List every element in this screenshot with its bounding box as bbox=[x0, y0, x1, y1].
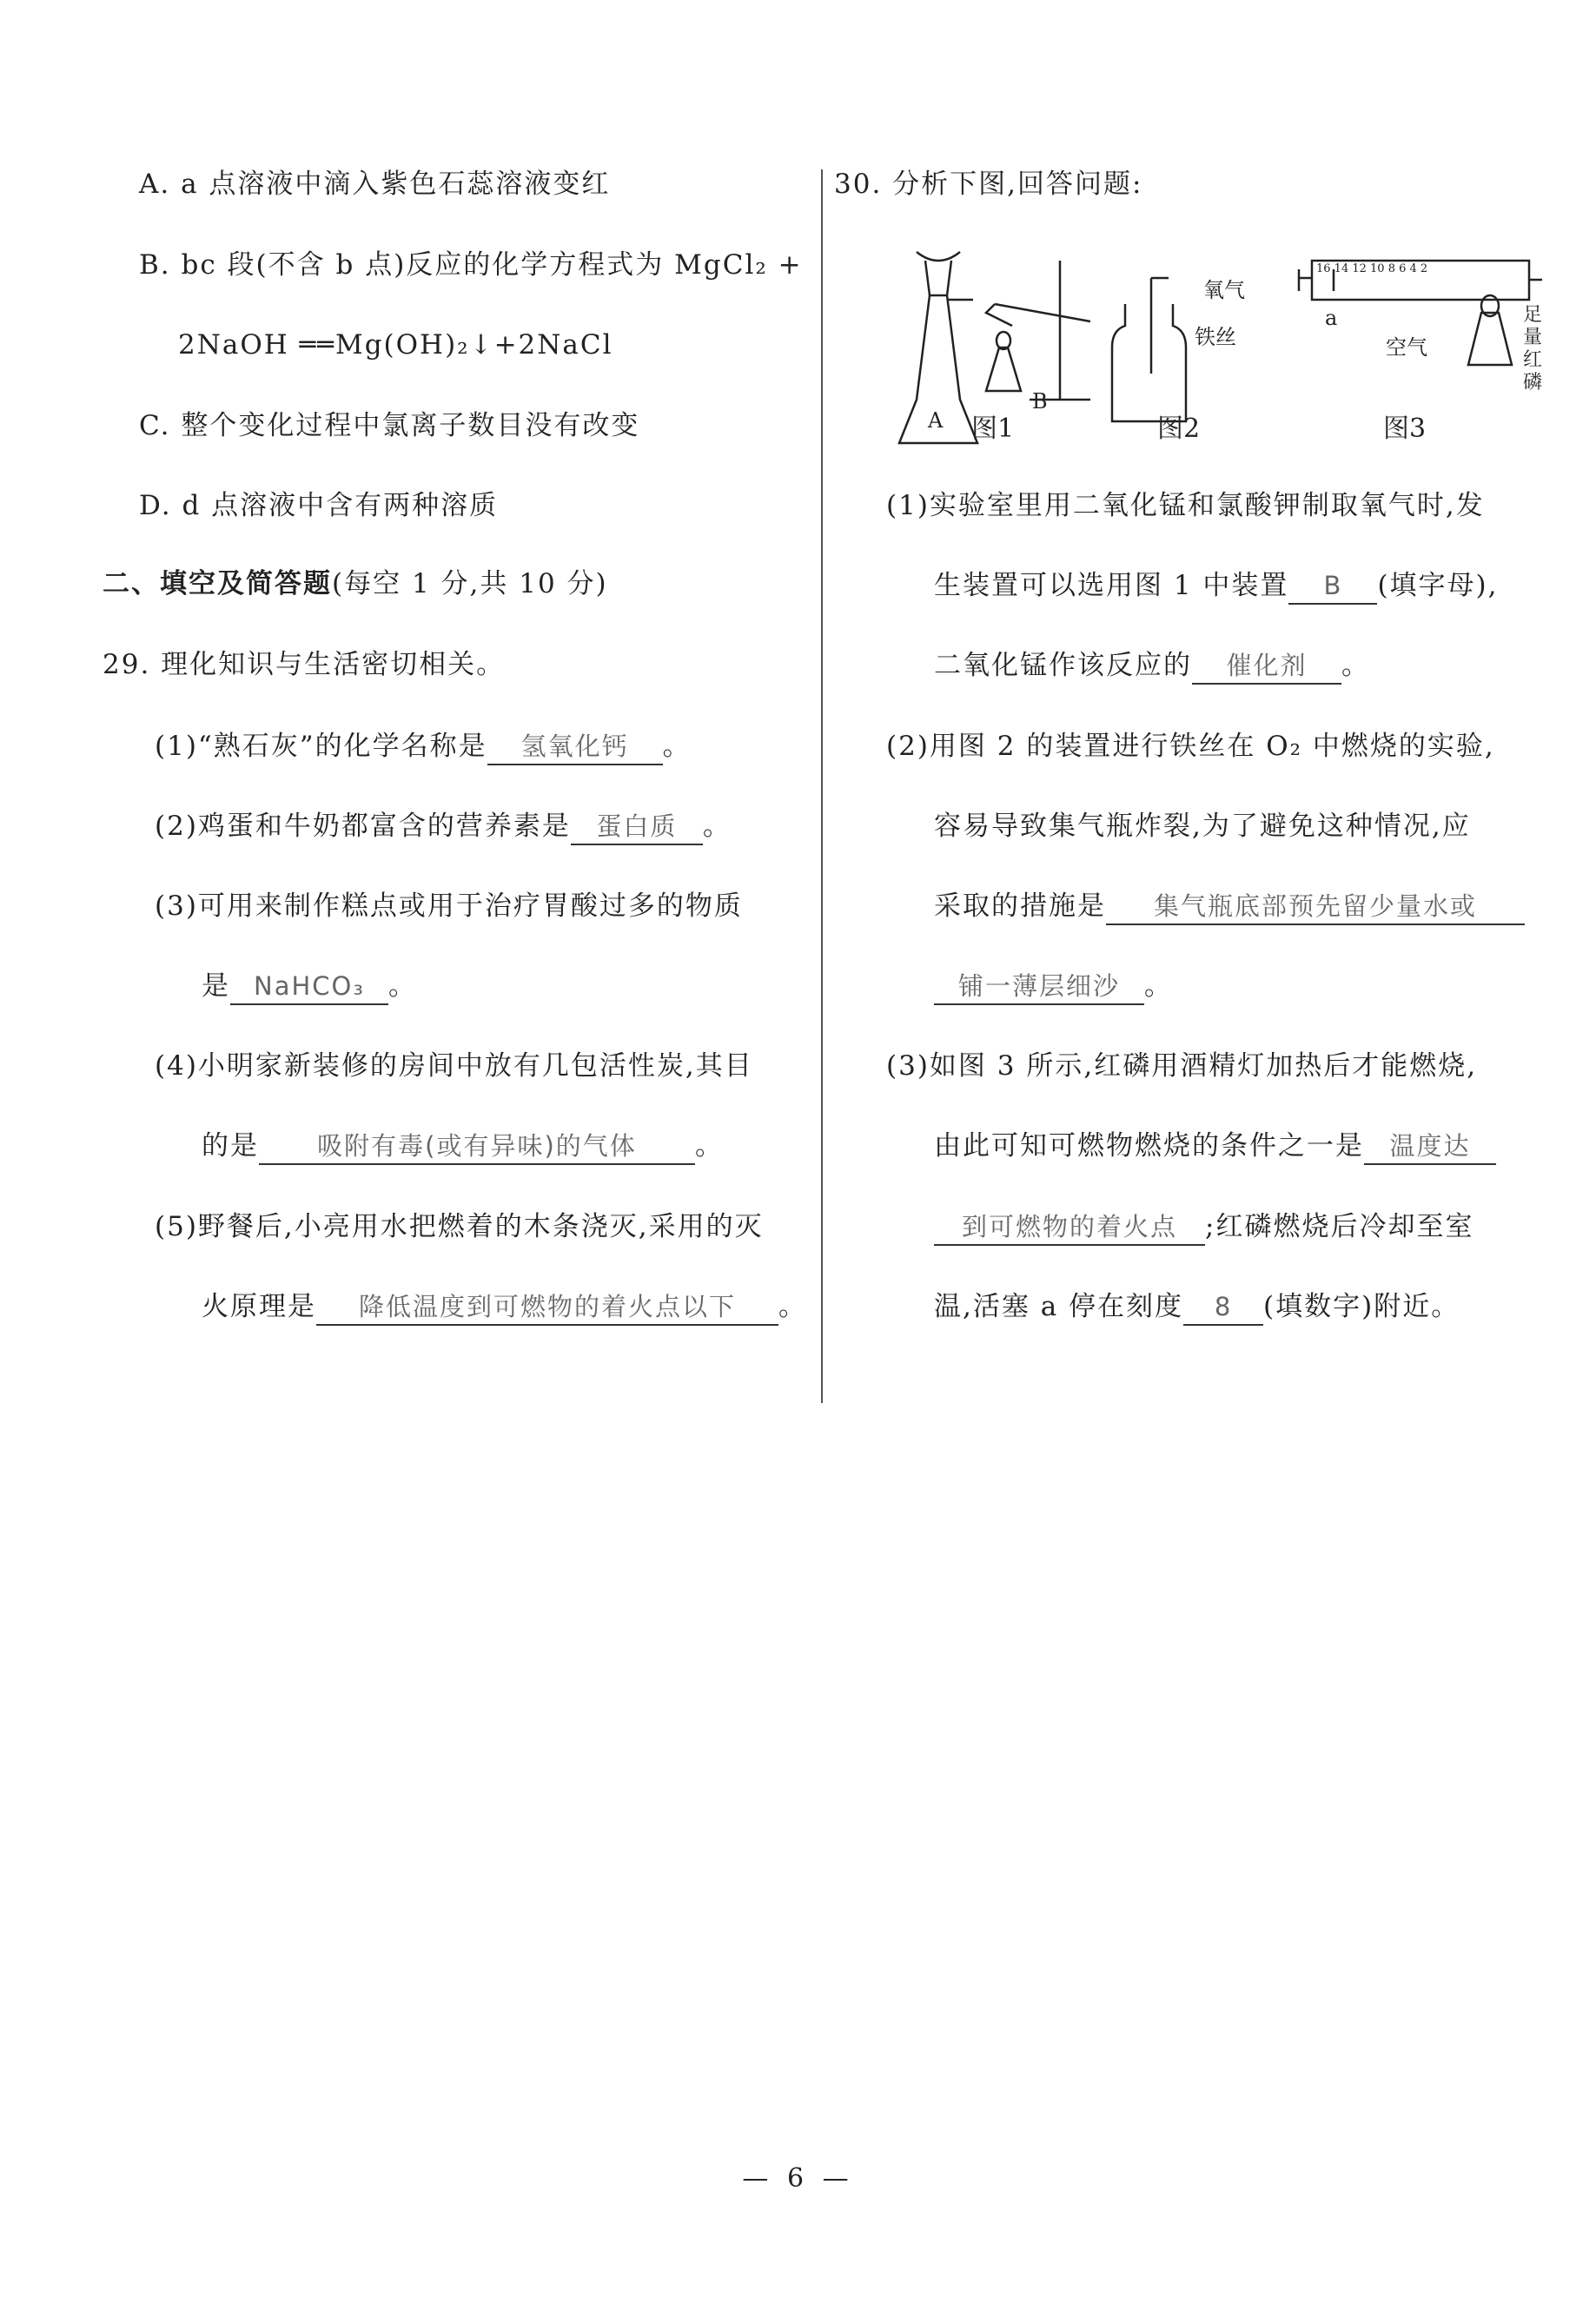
q29-part5 bbox=[202, 1288, 807, 1326]
question-30-stem: 30. 分析下图,回答问题: bbox=[834, 169, 1143, 200]
q29-part2-text: (2)鸡蛋和牛奶都富含的营养素是 bbox=[155, 811, 571, 842]
question-29-stem: 29. 理化知识与生活密切相关。 bbox=[103, 649, 506, 680]
q30-part2-answer2: 铺一薄层细沙 bbox=[934, 969, 1144, 1005]
q30-part1-answer1: B bbox=[1288, 568, 1377, 605]
q29-part2 bbox=[155, 807, 732, 845]
q30-part1-end: 。 bbox=[1341, 650, 1370, 681]
q30-part1-line2 bbox=[934, 566, 1498, 605]
q29-part5-answer: 降低温度到可燃物的着火点以下 bbox=[316, 1289, 778, 1326]
q30-part1-text: 生装置可以选用图 1 中装置 bbox=[934, 570, 1289, 601]
q30-part2-line4 bbox=[934, 967, 1173, 1005]
q30-part2-line1: (2)用图 2 的装置进行铁丝在 O₂ 中燃烧的实验, bbox=[886, 731, 1495, 762]
fig3-label-air: 空气 bbox=[1386, 335, 1427, 360]
section-heading bbox=[103, 565, 608, 603]
column-divider bbox=[821, 169, 823, 1403]
fig3-scale: 16 14 12 10 8 6 4 2 bbox=[1316, 262, 1428, 275]
section-title: 二、填空及简答题 bbox=[103, 568, 332, 599]
q29-part5-end: 。 bbox=[778, 1291, 807, 1322]
q29-part1-answer: 氢氧化钙 bbox=[487, 729, 663, 765]
q29-part1-end: 。 bbox=[662, 731, 692, 762]
q29-part4-line1: (4)小明家新装修的房间中放有几包活性炭,其目 bbox=[155, 1050, 753, 1082]
q30-part3-answer2: 到可燃物的着火点 bbox=[934, 1209, 1205, 1246]
q30-part3-line2 bbox=[934, 1127, 1496, 1165]
q29-part5-text: 火原理是 bbox=[202, 1291, 316, 1322]
q30-part2-text: 采取的措施是 bbox=[934, 890, 1106, 922]
q29-part3 bbox=[202, 967, 417, 1005]
fig1-label-a: A bbox=[928, 408, 944, 433]
q29-part3-text: 是 bbox=[202, 970, 230, 1002]
q30-part1-mid: (填字母), bbox=[1377, 570, 1499, 601]
q29-part4-answer: 吸附有毒(或有异味)的气体 bbox=[259, 1129, 695, 1165]
option-a: A. a 点溶液中滴入紫色石蕊溶液变红 bbox=[139, 169, 611, 200]
q30-part3-line4 bbox=[934, 1288, 1460, 1326]
q30-part3-text3: 温,活塞 a 停在刻度 bbox=[934, 1291, 1184, 1322]
page-number: — 6 — bbox=[742, 2163, 854, 2194]
q29-part3-line1: (3)可用来制作糕点或用于治疗胃酸过多的物质 bbox=[155, 890, 743, 922]
q29-part4-text: 的是 bbox=[202, 1130, 259, 1162]
q29-part4 bbox=[202, 1127, 724, 1165]
fig3-caption: 图3 bbox=[1383, 414, 1427, 444]
q30-part3-text: 由此可知可燃物燃烧的条件之一是 bbox=[934, 1130, 1364, 1162]
option-d: D. d 点溶液中含有两种溶质 bbox=[139, 490, 499, 521]
q30-part3-answer3: 8 bbox=[1183, 1289, 1263, 1326]
q30-part3-line3 bbox=[934, 1208, 1473, 1246]
q30-part3-mid: ;红磷燃烧后冷却至室 bbox=[1205, 1211, 1474, 1242]
option-b-equation: 2NaOH ══Mg(OH)₂↓+2NaCl bbox=[178, 329, 613, 361]
q29-part2-end: 。 bbox=[702, 811, 732, 842]
q29-part1-text: (1)“熟石灰”的化学名称是 bbox=[155, 731, 487, 762]
fig2-label-oxygen: 氧气 bbox=[1203, 278, 1245, 302]
fig2-label-wire: 铁丝 bbox=[1195, 325, 1236, 349]
q29-part4-end: 。 bbox=[695, 1130, 724, 1162]
q30-part3-line1: (3)如图 3 所示,红磷用酒精灯加热后才能燃烧, bbox=[886, 1050, 1478, 1082]
fig2-caption: 图2 bbox=[1157, 414, 1201, 444]
q29-part1 bbox=[155, 727, 692, 765]
fig3-label-a: a bbox=[1325, 306, 1338, 330]
option-b-line1: B. bc 段(不含 b 点)反应的化学方程式为 MgCl₂ + bbox=[139, 249, 803, 281]
q30-part3-end: (填数字)附近。 bbox=[1263, 1291, 1460, 1322]
q30-part2-line3 bbox=[934, 887, 1525, 925]
experiment-figures bbox=[891, 243, 1551, 460]
option-c: C. 整个变化过程中氯离子数目没有改变 bbox=[139, 410, 640, 441]
q30-part2-answer1: 集气瓶底部预先留少量水或 bbox=[1106, 889, 1525, 925]
fig1-label-b: B bbox=[1032, 389, 1048, 414]
q30-part1-text2: 二氧化锰作该反应的 bbox=[934, 650, 1192, 681]
q30-part1-line1: (1)实验室里用二氧化锰和氯酸钾制取氧气时,发 bbox=[886, 490, 1485, 521]
q30-part3-answer1: 温度达 bbox=[1364, 1129, 1496, 1165]
q30-part1-answer2: 催化剂 bbox=[1192, 648, 1341, 685]
fig3-label-phosphorus: 足量红磷 bbox=[1523, 304, 1543, 394]
fig1-caption: 图1 bbox=[971, 414, 1015, 444]
q30-part2-end: 。 bbox=[1144, 970, 1173, 1002]
q29-part5-line1: (5)野餐后,小亮用水把燃着的木条浇灭,采用的灭 bbox=[155, 1211, 764, 1242]
q30-part1-line3 bbox=[934, 646, 1370, 685]
q29-part3-end: 。 bbox=[388, 970, 417, 1002]
q29-part3-answer: NaHCO₃ bbox=[230, 969, 388, 1005]
q30-part2-line2: 容易导致集气瓶炸裂,为了避免这种情况,应 bbox=[934, 811, 1471, 842]
section-note: (每空 1 分,共 10 分) bbox=[332, 568, 608, 599]
q29-part2-answer: 蛋白质 bbox=[571, 809, 703, 845]
